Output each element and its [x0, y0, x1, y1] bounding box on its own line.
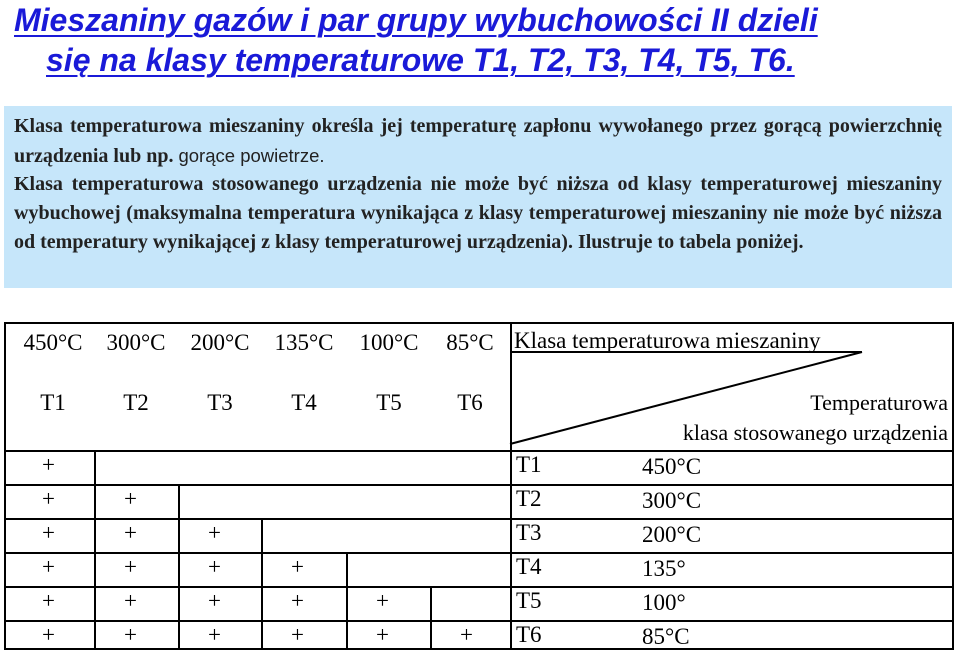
header-device-label-1: Temperaturowa [810, 390, 948, 415]
mixture-temp-4: 135°C [274, 330, 334, 355]
device-temp: 135° [642, 556, 686, 581]
compatibility-plus: + [42, 622, 55, 647]
row-separator [6, 518, 952, 520]
compatibility-plus: + [124, 588, 137, 613]
row-separator [6, 484, 952, 486]
mixture-class-5: T5 [376, 390, 402, 415]
column-separator [178, 484, 180, 648]
column-separator [94, 450, 96, 648]
column-separator [510, 324, 512, 648]
compatibility-plus: + [291, 588, 304, 613]
compatibility-plus: + [208, 554, 221, 579]
compatibility-plus: + [208, 588, 221, 613]
mixture-class-3: T3 [207, 390, 233, 415]
mixture-temp-5: 100°C [359, 330, 419, 355]
intro-paragraph-2: Klasa temperaturowa stosowanego urządzenia nie może być niższa od klasy temperaturowej mieszaniny wybuchowej (maksymalna temperatura wynikająca z klasy temperaturowej mieszaniny nie może być niższa od temperatury wynikającej z klasy temperaturowej urządzenia). Ilustruje to tabela poniżej. [14, 173, 942, 253]
compatibility-plus: + [291, 554, 304, 579]
intro-box [4, 106, 952, 288]
device-temp: 300°C [642, 488, 702, 513]
header-device-label-2: klasa stosowanego urządzenia [682, 420, 948, 445]
intro-paragraph-1-tail: gorące powietrze. [178, 145, 325, 166]
device-class: T1 [516, 452, 542, 477]
compatibility-plus: + [376, 622, 389, 647]
row-separator [6, 586, 952, 588]
device-temp: 100° [642, 590, 686, 615]
column-separator [346, 552, 348, 648]
mixture-class-1: T1 [40, 390, 66, 415]
compatibility-plus: + [42, 486, 55, 511]
device-class: T3 [516, 520, 542, 545]
device-class: T4 [516, 554, 542, 579]
compatibility-plus: + [208, 520, 221, 545]
row-separator [6, 552, 952, 554]
title-line-2: się na klasy temperaturowe T1, T2, T3, T4, T5, T6. [46, 42, 795, 78]
compatibility-plus: + [42, 554, 55, 579]
mixture-temp-2: 300°C [106, 330, 166, 355]
device-temp: 450°C [642, 454, 702, 479]
mixture-temp-3: 200°C [190, 330, 250, 355]
compatibility-plus: + [42, 452, 55, 477]
device-class: T6 [516, 622, 542, 647]
compatibility-plus: + [124, 554, 137, 579]
row-separator [6, 620, 952, 622]
column-separator [430, 586, 432, 648]
page-title [14, 0, 954, 80]
compatibility-plus: + [42, 588, 55, 613]
compatibility-plus: + [376, 588, 389, 613]
temperature-class-table [4, 322, 954, 650]
mixture-class-6: T6 [457, 390, 483, 415]
compatibility-plus: + [124, 486, 137, 511]
intro-paragraph-1 [14, 112, 942, 171]
mixture-class-4: T4 [291, 390, 317, 415]
mixture-temp-6: 85°C [446, 330, 494, 355]
header-mixture-label: Klasa temperaturowa mieszaniny [514, 328, 821, 353]
intro-paragraph-1-text: Klasa temperaturowa mieszaniny określa jej temperaturę zapłonu wywołanego przez gorącą powierzchnię urządzenia lub np. [14, 115, 942, 167]
column-separator [261, 518, 263, 648]
compatibility-plus: + [208, 622, 221, 647]
compatibility-plus: + [460, 622, 473, 647]
compatibility-plus: + [124, 622, 137, 647]
device-class: T5 [516, 588, 542, 613]
mixture-temp-1: 450°C [23, 330, 83, 355]
compatibility-plus: + [124, 520, 137, 545]
device-temp: 200°C [642, 522, 702, 547]
device-class: T2 [516, 486, 542, 511]
title-line-1: Mieszaniny gazów i par grupy wybuchowości II dzieli [14, 2, 818, 38]
compatibility-plus: + [42, 520, 55, 545]
device-temp: 85°C [642, 624, 690, 649]
row-separator [6, 450, 952, 452]
mixture-class-2: T2 [123, 390, 149, 415]
compatibility-plus: + [291, 622, 304, 647]
